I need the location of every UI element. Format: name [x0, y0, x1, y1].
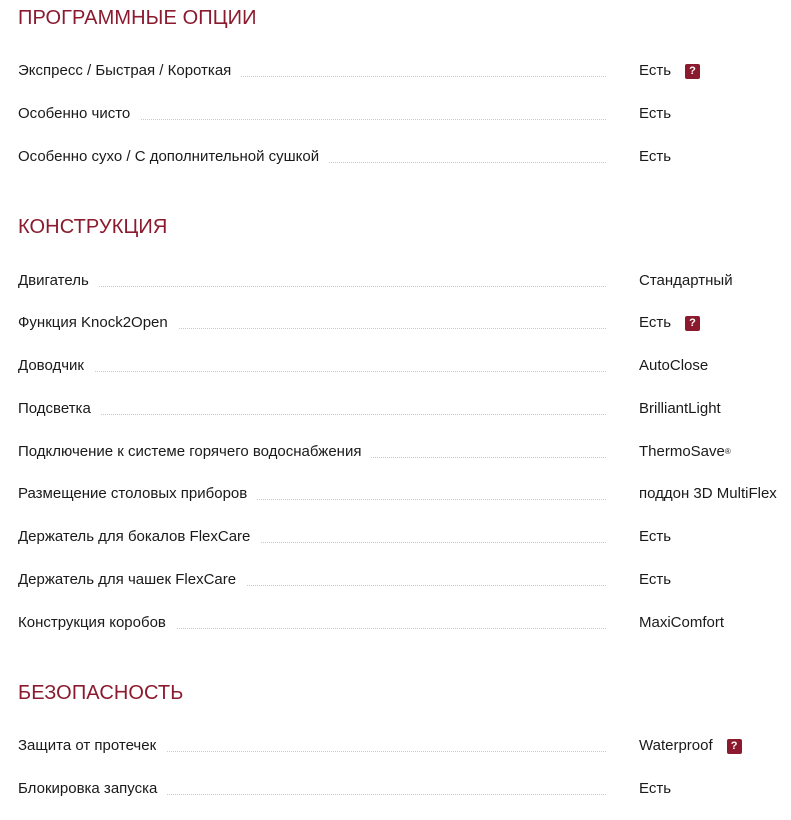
section-title-program-options: ПРОГРАММНЫЕ ОПЦИИ: [18, 7, 257, 29]
spec-row: [18, 612, 791, 634]
spec-row: [18, 398, 791, 420]
spec-value: [639, 355, 708, 377]
section-title-safety: БЕЗОПАСНОСТЬ: [18, 682, 184, 704]
spec-row: [18, 778, 791, 800]
spec-label: Двигатель: [18, 270, 99, 292]
spec-value-text: ThermoSave: [639, 443, 725, 460]
spec-value-text: Есть: [639, 105, 672, 122]
section-title-construction: КОНСТРУКЦИЯ: [18, 216, 168, 238]
help-icon[interactable]: ?: [685, 316, 700, 331]
spec-value-text: Есть: [639, 148, 672, 165]
dotted-leader: [18, 371, 606, 372]
spec-value: [639, 146, 671, 168]
spec-value-text: Есть: [639, 314, 672, 331]
spec-label: Держатель для бокалов FlexCare: [18, 526, 260, 548]
dotted-leader: [18, 414, 606, 415]
help-icon[interactable]: ?: [727, 739, 742, 754]
spec-value: [639, 103, 671, 125]
spec-row: [18, 146, 791, 168]
spec-value: [639, 778, 671, 800]
spec-row: [18, 735, 791, 757]
spec-label: Блокировка запуска: [18, 778, 167, 800]
spec-label: Экспресс / Быстрая / Короткая: [18, 60, 241, 82]
spec-value: [639, 483, 777, 505]
spec-value-text: BrilliantLight: [639, 400, 721, 417]
spec-value: [639, 569, 671, 591]
spec-label: Держатель для чашек FlexCare: [18, 569, 246, 591]
spec-value: [639, 60, 700, 82]
spec-value: [639, 398, 721, 420]
spec-label: Функция Knock2Open: [18, 312, 178, 334]
spec-value-text: AutoClose: [639, 357, 709, 374]
spec-row: [18, 103, 791, 125]
spec-label: Конструкция коробов: [18, 612, 176, 634]
spec-value-text: Стандартный: [639, 272, 733, 289]
spec-label: Доводчик: [18, 355, 94, 377]
spec-value-text: поддон 3D MultiFlex: [639, 485, 777, 502]
spec-value: ThermoSave ®: [639, 441, 731, 463]
spec-value: [639, 735, 742, 757]
dotted-leader: [18, 286, 606, 287]
spec-value-text: Есть: [639, 780, 672, 797]
spec-value-text: Есть: [639, 528, 672, 545]
spec-value-text: MaxiComfort: [639, 614, 725, 631]
spec-row: [18, 270, 791, 292]
spec-value: [639, 312, 700, 334]
spec-value-text: Waterproof: [639, 737, 713, 754]
spec-row: [18, 526, 791, 548]
help-icon[interactable]: ?: [685, 64, 700, 79]
spec-label: Особенно сухо / С дополнительной сушкой: [18, 146, 329, 168]
spec-value: [639, 526, 671, 548]
spec-label: Подсветка: [18, 398, 101, 420]
spec-row: [18, 60, 791, 82]
spec-label: Размещение столовых приборов: [18, 483, 257, 505]
spec-row: [18, 312, 791, 334]
spec-value-text: Есть: [639, 571, 672, 588]
spec-row: [18, 441, 791, 463]
spec-row: [18, 355, 791, 377]
spec-row: [18, 483, 791, 505]
spec-label: Подключение к системе горячего водоснабжения: [18, 441, 371, 463]
spec-value-text: Есть: [639, 62, 672, 79]
spec-value: [639, 270, 733, 292]
spec-value: [639, 612, 724, 634]
spec-label: Защита от протечек: [18, 735, 166, 757]
spec-label: Особенно чисто: [18, 103, 140, 125]
spec-row: [18, 569, 791, 591]
